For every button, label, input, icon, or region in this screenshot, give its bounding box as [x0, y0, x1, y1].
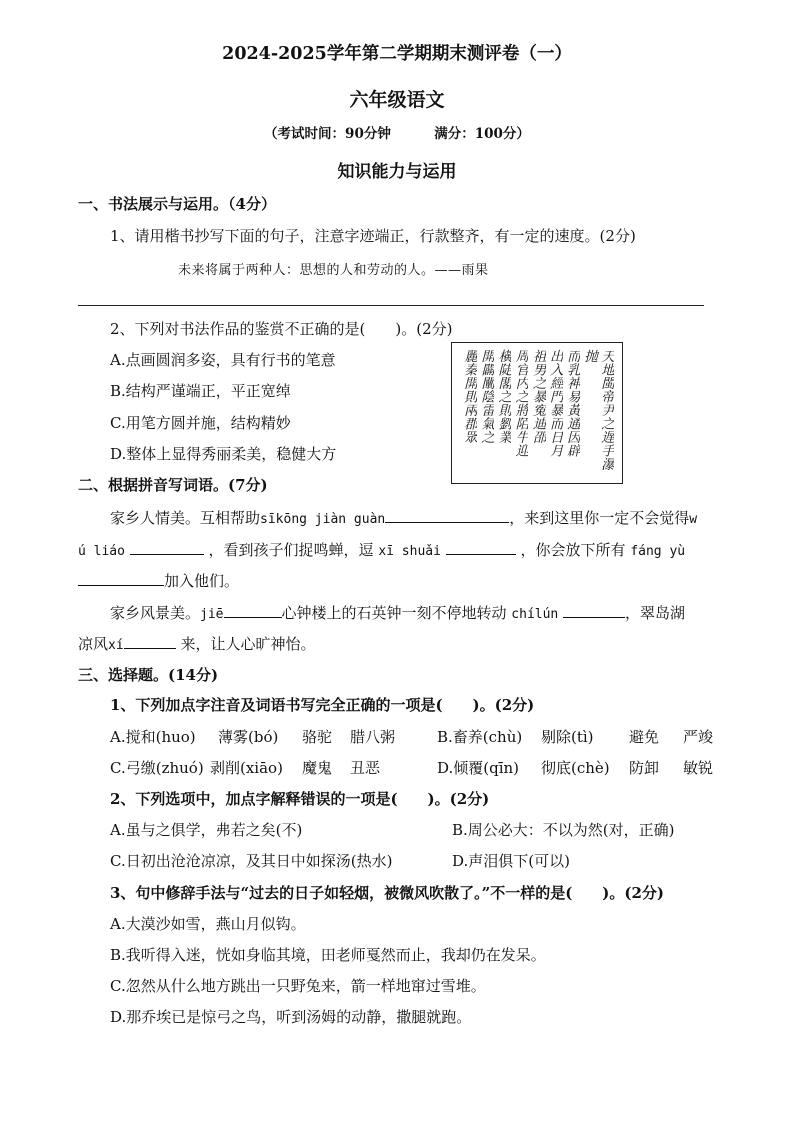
s3-q1-option-a: A.搅和(huo) 薄雾(bó) 骆驼 腊八粥 [110, 728, 396, 746]
part-title: 知识能力与运用 [337, 162, 457, 182]
s2-paragraph-1-line-1: 家乡人情美。互相帮助sīkōng jiàn guàn ，来到这里你一定不会觉得w [110, 506, 697, 528]
s3-q1-option-b: B.畜养(chù) 剔除(tì) 避免 严竣 [437, 728, 714, 746]
s3-q3-option-d: D.那乔埃已是惊弓之鸟，听到汤姆的动静，撒腿就跑。 [110, 1008, 472, 1026]
writing-line[interactable] [78, 305, 704, 306]
s2-paragraph-1-line-2: ú liáo ，看到孩子们捉鸣蝉，逗 xī shuǎi ，你会放下所有 fáng yù [78, 538, 685, 560]
calligraphy-column: 天地閩帝尹之遅手瀑抛 [580, 349, 614, 471]
exam-time: （考试时间：90分钟 [264, 126, 391, 142]
exam-title: 2024-2025学年第二学期期末测评卷（一） [222, 44, 572, 64]
pinyin-6: chílún [511, 607, 559, 622]
answer-blank-6[interactable] [563, 601, 625, 618]
answer-blank-4[interactable] [78, 569, 164, 586]
section-3-heading: 三、选择题。(14分) [78, 666, 219, 684]
s3-q2-option-a: A.虽与之俱学，弗若之矣(不) [110, 821, 303, 839]
s3-q3-option-c: C.忽然从什么地方跳出一只野兔来，箭一样地窜过雪堆。 [110, 977, 486, 995]
s3-q1-option-c: C.弓缴(zhuó) 剥削(xiāo) 魔鬼 丑恶 [110, 759, 381, 777]
s1-question-2: 2、下列对书法作品的鉴赏不正确的是( )。(2分) [110, 320, 453, 338]
pinyin-7: xí [108, 638, 124, 653]
calligraphy-column: 麗秦開則兩郡眾 [461, 349, 477, 444]
s1-question-1: 1、请用楷书抄写下面的句子，注意字迹端正，行款整齐，有一定的速度。(2分) [110, 227, 636, 245]
pinyin-2b: ú liáo [78, 544, 125, 559]
section-2-heading: 二、根据拼音写词语。(7分) [78, 476, 268, 494]
answer-blank-3[interactable] [446, 538, 516, 555]
calligraphy-column: 出入經門暴而日月 [546, 349, 563, 457]
s2-paragraph-2-line-2: 凉风xí 来，让人心旷神怡。 [78, 632, 315, 654]
s3-question-1: 1、下列加点字注音及词语书写完全正确的一项是( )。(2分) [110, 696, 535, 714]
exam-subtitle: 六年级语文 [349, 89, 445, 111]
answer-blank-2[interactable] [130, 538, 204, 555]
answer-blank-5[interactable] [224, 601, 282, 618]
answer-blank-1[interactable] [385, 506, 509, 523]
calligraphy-column: 祖男之暴寃迪邵 [529, 349, 546, 444]
s3-question-3: 3、句中修辞手法与“过去的日子如轻烟，被微风吹散了。”不一样的是( )。(2分) [110, 884, 665, 902]
calligraphy-quote: 未来将属于两种人：思想的人和劳动的人。——雨果 [178, 263, 489, 278]
section-1-heading: 一、书法展示与运用。（4分） [78, 195, 276, 213]
pinyin-2a: w [689, 512, 698, 527]
s2-paragraph-1-line-3: 加入他们。 [78, 569, 239, 591]
calligraphy-column: 橫陡閣之則劉業 [495, 349, 512, 444]
exam-score: 满分：100分） [434, 126, 530, 142]
s3-q3-option-a: A.大漠沙如雪，燕山月似钩。 [110, 915, 306, 933]
answer-blank-7[interactable] [124, 632, 176, 649]
s3-q3-option-b: B.我听得入迷，恍如身临其境，田老师戛然而止，我却仍在发呆。 [110, 946, 546, 964]
s3-question-2: 2、下列选项中，加点字解释错误的一项是( )。(2分) [110, 790, 490, 808]
pinyin-1: sīkōng jiàn guàn [260, 512, 386, 527]
pinyin-3: xī shuǎi [378, 544, 441, 559]
s3-q1-option-d: D.倾覆(qīn) 彻底(chè) 防卸 敏锐 [437, 759, 714, 777]
exam-info [0, 122, 794, 142]
s1-q2-option-b: B.结构严谨端正，平正宽绰 [110, 382, 291, 400]
s3-q2-option-c: C.日初出沧沧凉凉，及其日中如探汤(热水) [110, 852, 393, 870]
s3-q2-option-b: B.周公必大：不以为然(对，正确) [452, 821, 675, 839]
calligraphy-column: 而乳神易黃通因辟 [563, 349, 580, 457]
calligraphy-column: 周官内之將陌牛迎 [512, 349, 529, 457]
s3-q2-option-d: D.声泪俱下(可以) [452, 852, 570, 870]
calligraphy-image [451, 342, 623, 484]
calligraphy-column: 開闢闡陰雷氣之 [478, 349, 495, 444]
s2-paragraph-2-line-1: 家乡风景美。jiē 心钟楼上的石英钟一刻不停地转动 chílún ，翠岛湖 [110, 601, 685, 623]
pinyin-4: fáng yù [630, 544, 686, 559]
s1-q2-option-a: A.点画圆润多姿，具有行书的笔意 [110, 351, 336, 369]
s1-q2-option-d: D.整体上显得秀丽柔美，稳健大方 [110, 445, 337, 463]
s1-q2-option-c: C.用笔方圆并施，结构精妙 [110, 414, 291, 432]
pinyin-5: jiē [200, 607, 224, 622]
